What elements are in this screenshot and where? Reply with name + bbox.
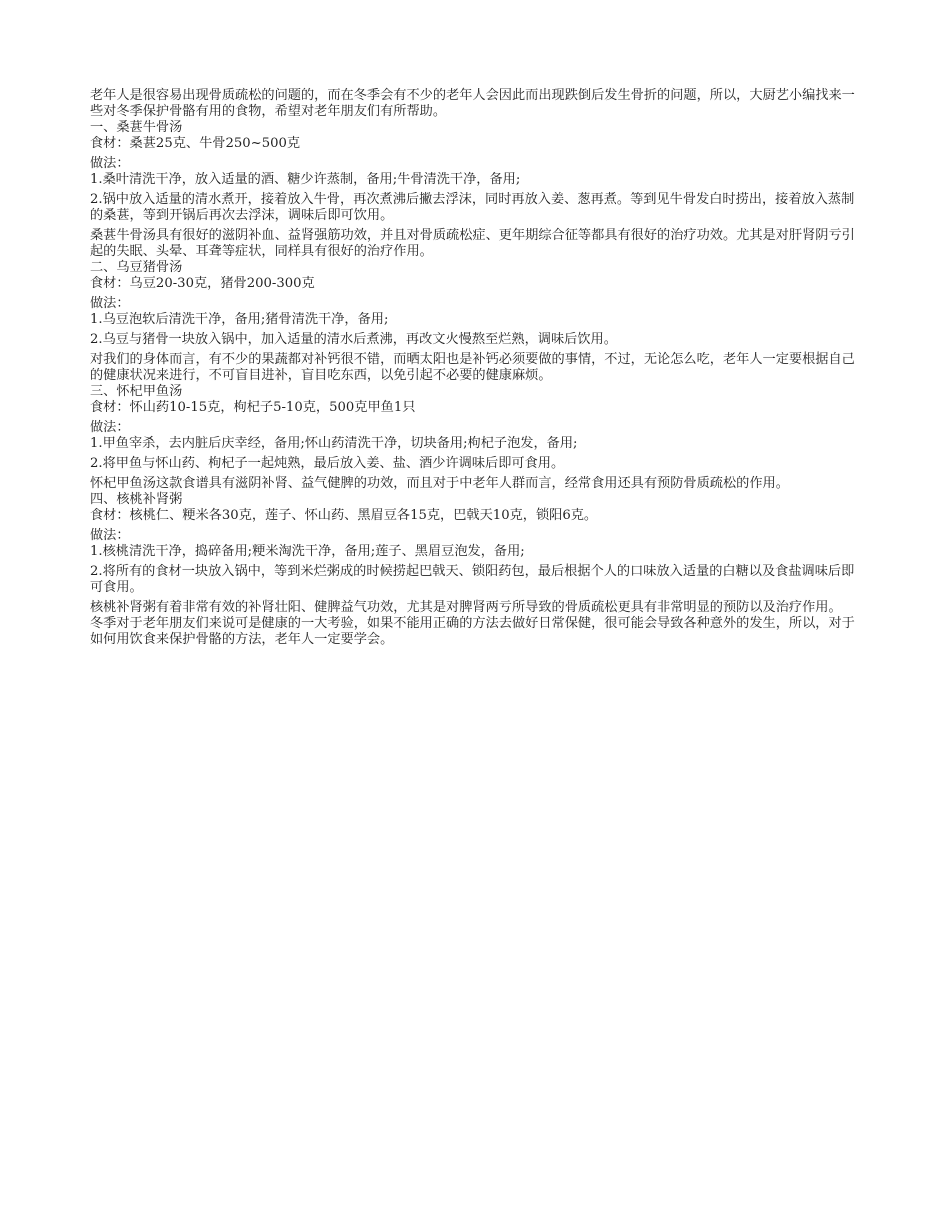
document-paragraph: 一、桑葚牛骨汤	[90, 120, 183, 135]
document-body	[90, 88, 860, 648]
document-paragraph: 二、乌豆猪骨汤	[90, 260, 183, 275]
document-paragraph: 做法：	[90, 420, 130, 435]
document-paragraph: 做法：	[90, 156, 130, 171]
document-paragraph: 1.甲鱼宰杀，去内脏后庆幸经，备用;怀山药清洗干净，切块备用;枸杞子泡发，备用;	[90, 436, 578, 451]
document-paragraph: 1.乌豆泡软后清洗干净，备用;猪骨清洗干净，备用;	[90, 312, 389, 327]
document-paragraph: 做法：	[90, 528, 130, 543]
document-paragraph: 老年人是很容易出现骨质疏松的问题的，而在冬季会有不少的老年人会因此而出现跌倒后发生骨折的问题，所以，大厨艺小编找来一些对冬季保护骨骼有用的食物，希望对老年朋友们有所帮助。	[90, 88, 855, 119]
document-paragraph: 桑葚牛骨汤具有很好的滋阴补血、益肾强筋功效，并且对骨质疏松症、更年期综合征等都具有很好的治疗功效。尤其是对肝肾阴亏引起的失眠、头晕、耳聋等症状，同样具有很好的治疗作用。	[90, 228, 855, 259]
document-paragraph: 2.锅中放入适量的清水煮开，接着放入牛骨，再次煮沸后撇去浮沫，同时再放入姜、葱再煮。等到见牛骨发白时捞出，接着放入蒸制的桑葚，等到开锅后再次去浮沫，调味后即可饮用。	[90, 192, 855, 223]
document-paragraph: 三、怀杞甲鱼汤	[90, 384, 183, 399]
document-paragraph: 2.将所有的食材一块放入锅中，等到米烂粥成的时候捞起巴戟天、锁阳药包，最后根据个人的口味放入适量的白糖以及食盐调味后即可食用。	[90, 564, 855, 595]
document-paragraph: 食材：怀山药10-15克，枸杞子5-10克，500克甲鱼1只	[90, 400, 416, 415]
document-paragraph: 2.将甲鱼与怀山药、枸杞子一起炖熟，最后放入姜、盐、酒少许调味后即可食用。	[90, 456, 565, 471]
document-paragraph: 冬季对于老年朋友们来说可是健康的一大考验，如果不能用正确的方法去做好日常保健，很可能会导致各种意外的发生，所以，对于如何用饮食来保护骨骼的方法，老年人一定要学会。	[90, 616, 855, 647]
document-paragraph: 2.乌豆与猪骨一块放入锅中，加入适量的清水后煮沸，再改文火慢熬至烂熟，调味后饮用。	[90, 332, 617, 347]
document-paragraph: 做法：	[90, 296, 130, 311]
document-paragraph: 1.桑叶清洗干净，放入适量的酒、糖少许蒸制，备用;牛骨清洗干净，备用;	[90, 172, 521, 187]
document-paragraph: 核桃补肾粥有着非常有效的补肾壮阳、健脾益气功效，尤其是对脾肾两亏所导致的骨质疏松更具有非常明显的预防以及治疗作用。	[90, 600, 842, 615]
document-paragraph: 对我们的身体而言，有不少的果蔬都对补钙很不错，而晒太阳也是补钙必须要做的事情，不过，无论怎么吃，老年人一定要根据自己的健康状况来进行，不可盲目进补，盲目吃东西，以免引起不必要的健康麻烦。	[90, 352, 855, 383]
document-paragraph: 食材：核桃仁、粳米各30克，莲子、怀山药、黑眉豆各15克，巴戟天10克，锁阳6克。	[90, 508, 598, 523]
document-paragraph: 食材：桑葚25克、牛骨250~500克	[90, 136, 301, 151]
document-paragraph: 四、核桃补肾粥	[90, 492, 183, 507]
document-paragraph: 怀杞甲鱼汤这款食谱具有滋阴补肾、益气健脾的功效，而且对于中老年人群而言，经常食用还具有预防骨质疏松的作用。	[90, 476, 789, 491]
document-paragraph: 食材：乌豆20-30克，猪骨200-300克	[90, 276, 315, 291]
document-paragraph: 1.核桃清洗干净，捣碎备用;粳米淘洗干净，备用;莲子、黑眉豆泡发，备用;	[90, 544, 525, 559]
